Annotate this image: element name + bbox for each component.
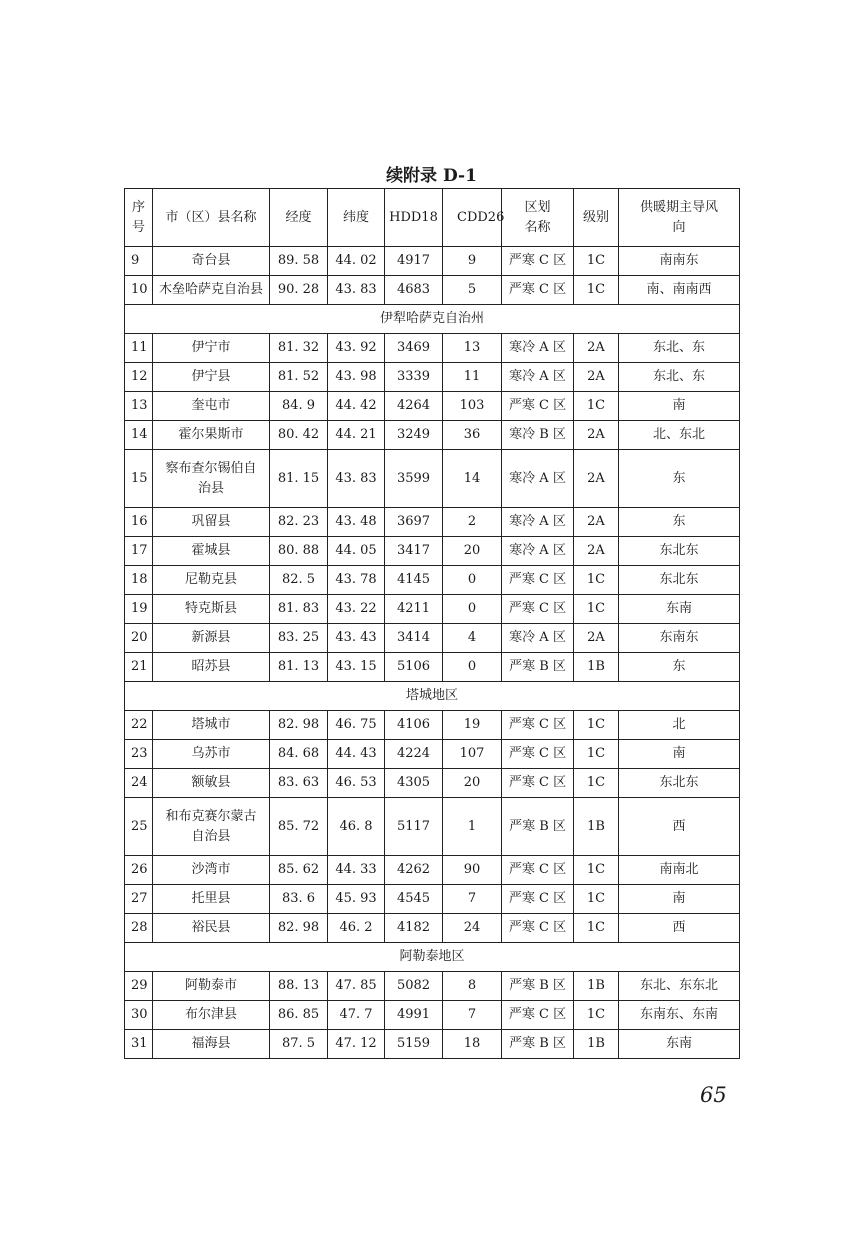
cell-zone-name: 严寒 C 区: [502, 711, 574, 740]
cell-cdd26: 7: [443, 1001, 502, 1030]
cell-hdd18: 3339: [385, 363, 443, 392]
cell-longitude: 82. 5: [270, 566, 328, 595]
cell-hdd18: 4106: [385, 711, 443, 740]
cell-wind-direction: 西: [619, 914, 740, 943]
cell-name: 昭苏县: [153, 653, 270, 682]
cell-cdd26: 18: [443, 1030, 502, 1059]
cell-level: 1C: [574, 769, 619, 798]
cell-name: 托里县: [153, 885, 270, 914]
cell-seq: 20: [125, 624, 153, 653]
cell-cdd26: 4: [443, 624, 502, 653]
cell-seq: 14: [125, 421, 153, 450]
cell-wind-direction: 东: [619, 653, 740, 682]
cell-level: 1C: [574, 914, 619, 943]
header-row: [125, 189, 740, 247]
cell-longitude: 88. 13: [270, 972, 328, 1001]
cell-level: 1C: [574, 276, 619, 305]
cell-latitude: 46. 53: [328, 769, 385, 798]
cell-wind-direction: 东北、东东北: [619, 972, 740, 1001]
cell-cdd26: 9: [443, 247, 502, 276]
cell-cdd26: 13: [443, 334, 502, 363]
cell-zone-name: 严寒 C 区: [502, 566, 574, 595]
cell-seq: 17: [125, 537, 153, 566]
cell-zone-name: 寒冷 A 区: [502, 508, 574, 537]
cell-zone-name: 严寒 C 区: [502, 769, 574, 798]
cell-seq: 19: [125, 595, 153, 624]
header-zone-name: 区划名称: [502, 189, 574, 247]
cell-name: 福海县: [153, 1030, 270, 1059]
table-row: [125, 972, 740, 1001]
cell-level: 2A: [574, 450, 619, 508]
cell-wind-direction: 南: [619, 392, 740, 421]
cell-cdd26: 5: [443, 276, 502, 305]
table-row: [125, 450, 740, 508]
cell-hdd18: 5159: [385, 1030, 443, 1059]
header-cdd26: CDD26: [443, 189, 502, 247]
cell-name: 霍尔果斯市: [153, 421, 270, 450]
cell-seq: 23: [125, 740, 153, 769]
cell-hdd18: 4683: [385, 276, 443, 305]
cell-longitude: 84. 68: [270, 740, 328, 769]
cell-cdd26: 36: [443, 421, 502, 450]
cell-zone-name: 寒冷 A 区: [502, 450, 574, 508]
cell-hdd18: 4305: [385, 769, 443, 798]
cell-level: 1B: [574, 653, 619, 682]
table-row: [125, 508, 740, 537]
cell-hdd18: 4545: [385, 885, 443, 914]
cell-wind-direction: 西: [619, 798, 740, 856]
cell-wind-direction: 北: [619, 711, 740, 740]
cell-cdd26: 0: [443, 595, 502, 624]
cell-wind-direction: 南: [619, 885, 740, 914]
cell-level: 1C: [574, 392, 619, 421]
cell-longitude: 81. 13: [270, 653, 328, 682]
table-row: [125, 914, 740, 943]
table-row: [125, 595, 740, 624]
cell-seq: 25: [125, 798, 153, 856]
cell-name: 布尔津县: [153, 1001, 270, 1030]
cell-name: 额敏县: [153, 769, 270, 798]
cell-latitude: 43. 43: [328, 624, 385, 653]
cell-latitude: 43. 98: [328, 363, 385, 392]
cell-cdd26: 8: [443, 972, 502, 1001]
cell-zone-name: 严寒 B 区: [502, 653, 574, 682]
header-name: 市（区）县名称: [153, 189, 270, 247]
table-row: [125, 1001, 740, 1030]
cell-latitude: 43. 22: [328, 595, 385, 624]
cell-name: 阿勒泰市: [153, 972, 270, 1001]
cell-name: 乌苏市: [153, 740, 270, 769]
cell-seq: 18: [125, 566, 153, 595]
cell-wind-direction: 东南东: [619, 624, 740, 653]
cell-longitude: 81. 15: [270, 450, 328, 508]
table-row: [125, 711, 740, 740]
cell-level: 1C: [574, 856, 619, 885]
cell-hdd18: 5106: [385, 653, 443, 682]
cell-latitude: 44. 43: [328, 740, 385, 769]
cell-longitude: 90. 28: [270, 276, 328, 305]
table-title: 续附录 D-1: [386, 166, 477, 186]
cell-zone-name: 严寒 C 区: [502, 247, 574, 276]
cell-seq: 11: [125, 334, 153, 363]
cell-latitude: 46. 2: [328, 914, 385, 943]
cell-level: 1B: [574, 972, 619, 1001]
cell-hdd18: 5082: [385, 972, 443, 1001]
cell-zone-name: 严寒 C 区: [502, 595, 574, 624]
cell-latitude: 44. 33: [328, 856, 385, 885]
cell-seq: 10: [125, 276, 153, 305]
cell-hdd18: 3417: [385, 537, 443, 566]
table-row: [125, 363, 740, 392]
cell-name: 巩留县: [153, 508, 270, 537]
cell-name: 奎屯市: [153, 392, 270, 421]
cell-wind-direction: 南、南南西: [619, 276, 740, 305]
header-wind-direction: 供暖期主导风向: [619, 189, 740, 247]
cell-seq: 28: [125, 914, 153, 943]
cell-latitude: 46. 8: [328, 798, 385, 856]
cell-latitude: 43. 83: [328, 450, 385, 508]
cell-latitude: 46. 75: [328, 711, 385, 740]
header-longitude: 经度: [270, 189, 328, 247]
cell-latitude: 47. 7: [328, 1001, 385, 1030]
cell-cdd26: 20: [443, 537, 502, 566]
cell-longitude: 81. 83: [270, 595, 328, 624]
cell-cdd26: 7: [443, 885, 502, 914]
cell-hdd18: 3697: [385, 508, 443, 537]
group-row: [125, 682, 740, 711]
cell-wind-direction: 东南: [619, 1030, 740, 1059]
cell-zone-name: 严寒 C 区: [502, 740, 574, 769]
cell-hdd18: 4211: [385, 595, 443, 624]
cell-name: 裕民县: [153, 914, 270, 943]
cell-seq: 29: [125, 972, 153, 1001]
cell-latitude: 43. 83: [328, 276, 385, 305]
cell-seq: 16: [125, 508, 153, 537]
cell-cdd26: 11: [443, 363, 502, 392]
cell-seq: 13: [125, 392, 153, 421]
cell-latitude: 43. 92: [328, 334, 385, 363]
cell-cdd26: 2: [443, 508, 502, 537]
cell-zone-name: 寒冷 B 区: [502, 421, 574, 450]
cell-longitude: 82. 98: [270, 711, 328, 740]
cell-hdd18: 4182: [385, 914, 443, 943]
cell-latitude: 47. 85: [328, 972, 385, 1001]
table-row: [125, 769, 740, 798]
cell-level: 2A: [574, 363, 619, 392]
table-row: [125, 537, 740, 566]
cell-wind-direction: 南南东: [619, 247, 740, 276]
cell-name: 特克斯县: [153, 595, 270, 624]
cell-latitude: 43. 15: [328, 653, 385, 682]
cell-seq: 26: [125, 856, 153, 885]
cell-seq: 15: [125, 450, 153, 508]
cell-longitude: 80. 42: [270, 421, 328, 450]
cell-level: 1C: [574, 1001, 619, 1030]
table-row: [125, 798, 740, 856]
cell-wind-direction: 东北东: [619, 537, 740, 566]
table-row: [125, 1030, 740, 1059]
cell-zone-name: 寒冷 A 区: [502, 624, 574, 653]
cell-seq: 12: [125, 363, 153, 392]
cell-name: 和布克赛尔蒙古自治县: [153, 798, 270, 856]
cell-seq: 31: [125, 1030, 153, 1059]
cell-name: 霍城县: [153, 537, 270, 566]
cell-name: 伊宁县: [153, 363, 270, 392]
cell-longitude: 87. 5: [270, 1030, 328, 1059]
cell-level: 1B: [574, 1030, 619, 1059]
cell-name: 伊宁市: [153, 334, 270, 363]
group-label: 阿勒泰地区: [125, 943, 740, 972]
table-row: [125, 624, 740, 653]
cell-level: 1B: [574, 798, 619, 856]
cell-latitude: 43. 48: [328, 508, 385, 537]
cell-zone-name: 严寒 C 区: [502, 914, 574, 943]
group-label: 伊犁哈萨克自治州: [125, 305, 740, 334]
cell-name: 木垒哈萨克自治县: [153, 276, 270, 305]
cell-longitude: 80. 88: [270, 537, 328, 566]
cell-seq: 21: [125, 653, 153, 682]
cell-longitude: 83. 63: [270, 769, 328, 798]
cell-cdd26: 0: [443, 566, 502, 595]
cell-hdd18: 3599: [385, 450, 443, 508]
cell-hdd18: 4264: [385, 392, 443, 421]
cell-wind-direction: 东北东: [619, 769, 740, 798]
cell-level: 1C: [574, 885, 619, 914]
cell-cdd26: 19: [443, 711, 502, 740]
cell-cdd26: 0: [443, 653, 502, 682]
cell-cdd26: 1: [443, 798, 502, 856]
cell-name: 沙湾市: [153, 856, 270, 885]
cell-cdd26: 24: [443, 914, 502, 943]
cell-longitude: 83. 25: [270, 624, 328, 653]
cell-wind-direction: 南: [619, 740, 740, 769]
cell-latitude: 43. 78: [328, 566, 385, 595]
header-seq: 序号: [125, 189, 153, 247]
cell-zone-name: 严寒 B 区: [502, 798, 574, 856]
cell-wind-direction: 南南北: [619, 856, 740, 885]
table-row: [125, 276, 740, 305]
group-row: [125, 305, 740, 334]
cell-longitude: 89. 58: [270, 247, 328, 276]
cell-longitude: 86. 85: [270, 1001, 328, 1030]
cell-cdd26: 107: [443, 740, 502, 769]
table-row: [125, 885, 740, 914]
cell-hdd18: 3469: [385, 334, 443, 363]
cell-longitude: 81. 32: [270, 334, 328, 363]
table-row: [125, 566, 740, 595]
cell-latitude: 45. 93: [328, 885, 385, 914]
table-row: [125, 247, 740, 276]
cell-latitude: 47. 12: [328, 1030, 385, 1059]
cell-wind-direction: 东: [619, 450, 740, 508]
cell-seq: 27: [125, 885, 153, 914]
cell-longitude: 84. 9: [270, 392, 328, 421]
cell-seq: 24: [125, 769, 153, 798]
cell-wind-direction: 东北、东: [619, 334, 740, 363]
cell-hdd18: 4145: [385, 566, 443, 595]
cell-cdd26: 103: [443, 392, 502, 421]
cell-seq: 30: [125, 1001, 153, 1030]
cell-wind-direction: 东: [619, 508, 740, 537]
cell-longitude: 85. 62: [270, 856, 328, 885]
cell-wind-direction: 东北、东: [619, 363, 740, 392]
cell-zone-name: 严寒 B 区: [502, 1030, 574, 1059]
cell-zone-name: 严寒 C 区: [502, 276, 574, 305]
cell-hdd18: 4917: [385, 247, 443, 276]
cell-name: 察布查尔锡伯自治县: [153, 450, 270, 508]
cell-latitude: 44. 02: [328, 247, 385, 276]
table-row: [125, 856, 740, 885]
cell-zone-name: 严寒 C 区: [502, 392, 574, 421]
group-row: [125, 943, 740, 972]
header-latitude: 纬度: [328, 189, 385, 247]
data-table: [124, 188, 740, 1059]
table-body: [125, 247, 740, 1059]
cell-longitude: 81. 52: [270, 363, 328, 392]
cell-zone-name: 严寒 C 区: [502, 885, 574, 914]
cell-cdd26: 90: [443, 856, 502, 885]
cell-wind-direction: 东南: [619, 595, 740, 624]
cell-name: 尼勒克县: [153, 566, 270, 595]
cell-name: 新源县: [153, 624, 270, 653]
page-number: 65: [700, 1083, 727, 1107]
cell-wind-direction: 东北东: [619, 566, 740, 595]
cell-cdd26: 20: [443, 769, 502, 798]
cell-level: 2A: [574, 624, 619, 653]
group-label: 塔城地区: [125, 682, 740, 711]
cell-wind-direction: 东南东、东南: [619, 1001, 740, 1030]
cell-level: 2A: [574, 421, 619, 450]
cell-zone-name: 严寒 C 区: [502, 1001, 574, 1030]
cell-hdd18: 4991: [385, 1001, 443, 1030]
table-row: [125, 392, 740, 421]
cell-seq: 22: [125, 711, 153, 740]
cell-hdd18: 3249: [385, 421, 443, 450]
cell-zone-name: 寒冷 A 区: [502, 334, 574, 363]
cell-longitude: 85. 72: [270, 798, 328, 856]
cell-zone-name: 严寒 C 区: [502, 856, 574, 885]
cell-level: 2A: [574, 334, 619, 363]
cell-latitude: 44. 21: [328, 421, 385, 450]
table-row: [125, 334, 740, 363]
cell-level: 2A: [574, 537, 619, 566]
cell-cdd26: 14: [443, 450, 502, 508]
header-hdd18: HDD18: [385, 189, 443, 247]
cell-name: 塔城市: [153, 711, 270, 740]
cell-level: 1C: [574, 247, 619, 276]
cell-hdd18: 5117: [385, 798, 443, 856]
cell-hdd18: 4224: [385, 740, 443, 769]
cell-level: 1C: [574, 566, 619, 595]
cell-longitude: 82. 23: [270, 508, 328, 537]
cell-level: 1C: [574, 595, 619, 624]
cell-zone-name: 寒冷 A 区: [502, 363, 574, 392]
cell-hdd18: 4262: [385, 856, 443, 885]
cell-zone-name: 严寒 B 区: [502, 972, 574, 1001]
cell-name: 奇台县: [153, 247, 270, 276]
cell-latitude: 44. 42: [328, 392, 385, 421]
cell-level: 2A: [574, 508, 619, 537]
header-level: 级别: [574, 189, 619, 247]
cell-longitude: 83. 6: [270, 885, 328, 914]
cell-longitude: 82. 98: [270, 914, 328, 943]
cell-level: 1C: [574, 740, 619, 769]
cell-wind-direction: 北、东北: [619, 421, 740, 450]
table-row: [125, 740, 740, 769]
cell-seq: 9: [125, 247, 153, 276]
cell-level: 1C: [574, 711, 619, 740]
table-row: [125, 421, 740, 450]
cell-latitude: 44. 05: [328, 537, 385, 566]
cell-hdd18: 3414: [385, 624, 443, 653]
table-row: [125, 653, 740, 682]
cell-zone-name: 寒冷 A 区: [502, 537, 574, 566]
